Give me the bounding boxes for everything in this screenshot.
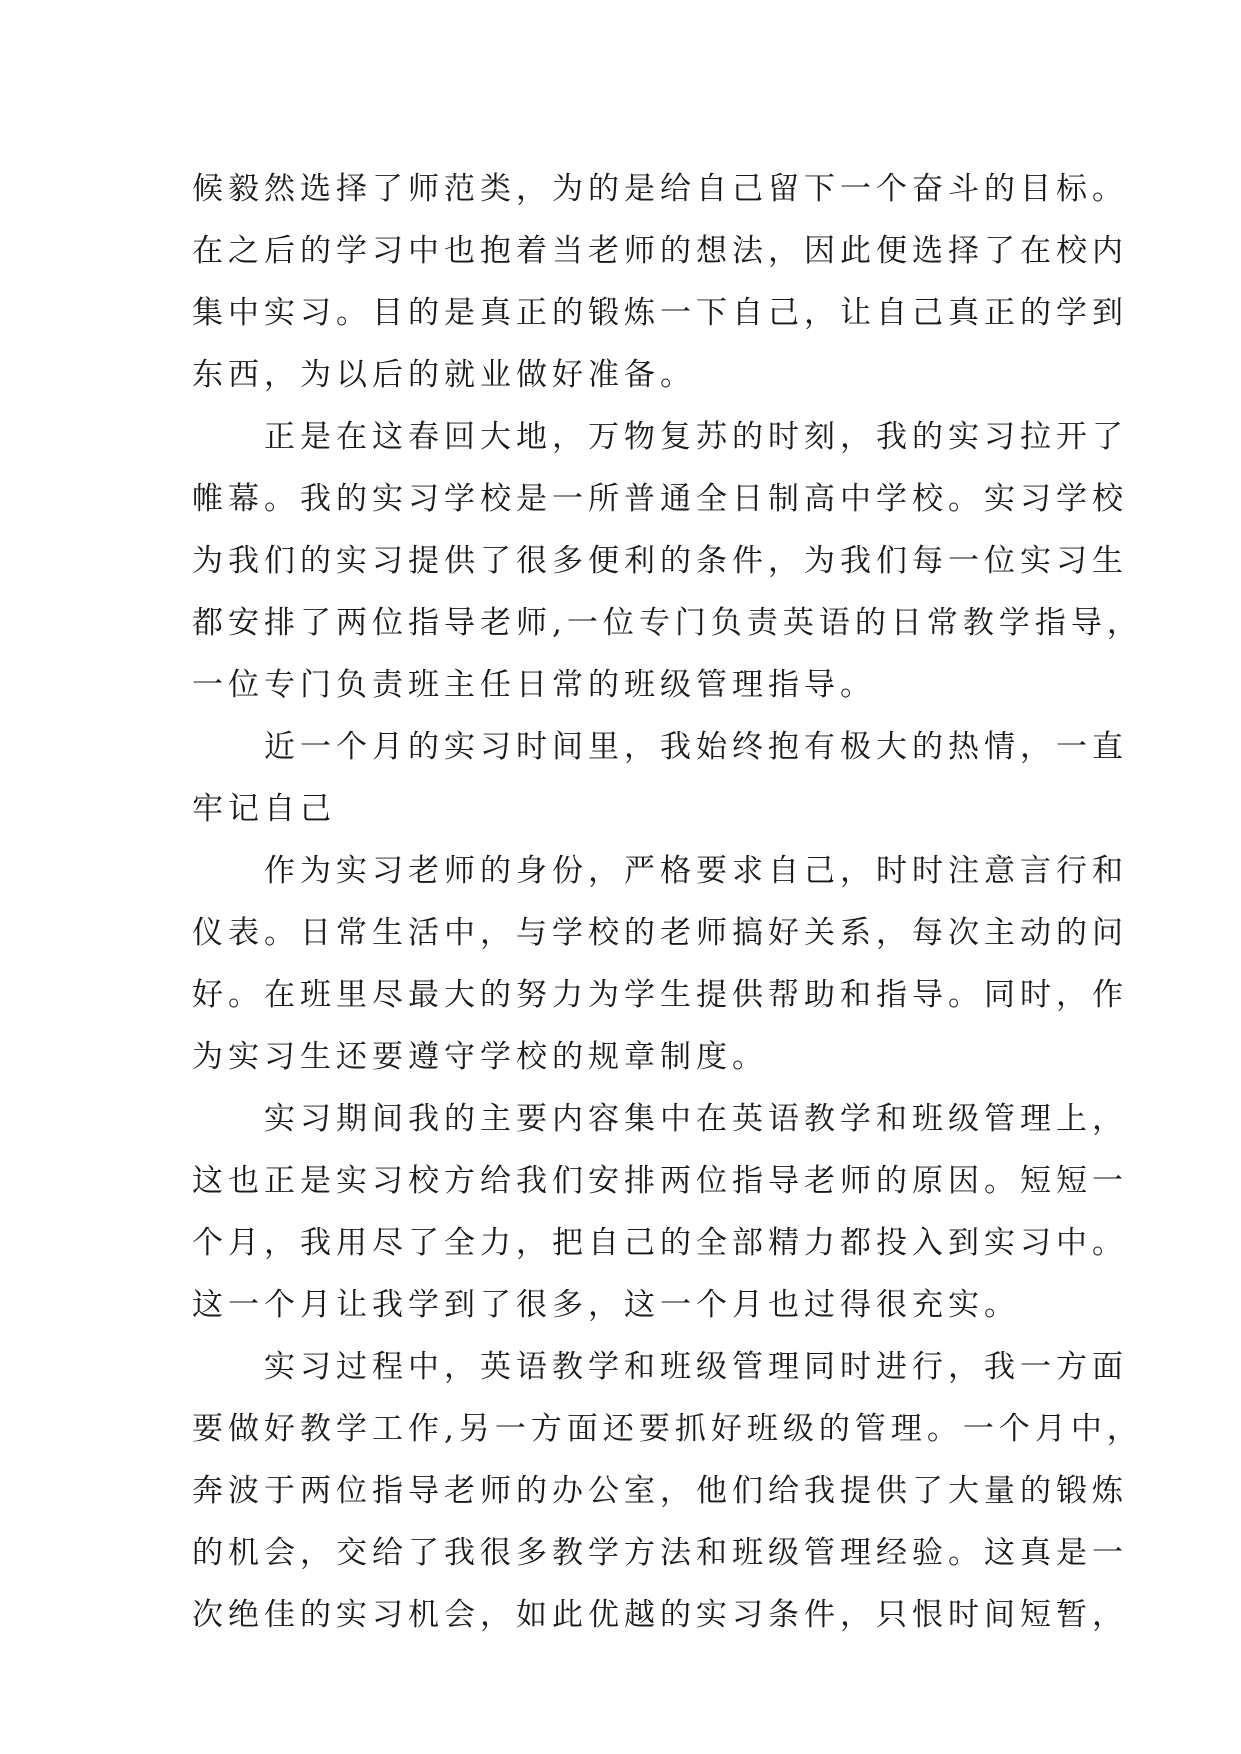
text-line: 这一个月让我学到了很多，这一个月也过得很充实。 bbox=[192, 1287, 1020, 1323]
text-line: 近一个月的实习时间里，我始终抱有极大的热情，一直 bbox=[192, 729, 1128, 765]
text-line: 帷幕。我的实习学校是一所普通全日制高中学校。实习学校 bbox=[192, 481, 1128, 517]
text-line: 好。在班里尽最大的努力为学生提供帮助和指导。同时，作 bbox=[192, 977, 1128, 1013]
text-line: 牢记自己 bbox=[192, 791, 336, 827]
text-line: 东西，为以后的就业做好准备。 bbox=[192, 357, 696, 393]
document-body bbox=[192, 158, 1143, 1646]
text-line: 的机会，交给了我很多教学方法和班级管理经验。这真是一 bbox=[192, 1535, 1128, 1571]
text-line: 为我们的实习提供了很多便利的条件，为我们每一位实习生 bbox=[192, 543, 1128, 579]
text-line: 都安排了两位指导老师,一位专门负责英语的日常教学指导， bbox=[192, 605, 1143, 641]
text-line: 实习期间我的主要内容集中在英语教学和班级管理上， bbox=[192, 1101, 1128, 1137]
text-line: 实习过程中，英语教学和班级管理同时进行，我一方面 bbox=[192, 1349, 1128, 1385]
text-line: 候毅然选择了师范类，为的是给自己留下一个奋斗的目标。 bbox=[192, 171, 1128, 207]
text-line: 一位专门负责班主任日常的班级管理指导。 bbox=[192, 667, 876, 703]
text-line: 作为实习老师的身份，严格要求自己，时时注意言行和 bbox=[192, 853, 1128, 889]
text-line: 为实习生还要遵守学校的规章制度。 bbox=[192, 1039, 768, 1075]
text-line: 次绝佳的实习机会，如此优越的实习条件，只恨时间短暂， bbox=[192, 1597, 1128, 1633]
text-line: 要做好教学工作,另一方面还要抓好班级的管理。一个月中， bbox=[192, 1411, 1143, 1447]
text-line: 这也正是实习校方给我们安排两位指导老师的原因。短短一 bbox=[192, 1163, 1128, 1199]
text-line: 奔波于两位指导老师的办公室，他们给我提供了大量的锻炼 bbox=[192, 1473, 1128, 1509]
text-line: 仪表。日常生活中，与学校的老师搞好关系，每次主动的问 bbox=[192, 915, 1128, 951]
text-line: 个月，我用尽了全力，把自己的全部精力都投入到实习中。 bbox=[192, 1225, 1128, 1261]
text-line: 集中实习。目的是真正的锻炼一下自己，让自己真正的学到 bbox=[192, 295, 1128, 331]
text-line: 正是在这春回大地，万物复苏的时刻，我的实习拉开了 bbox=[192, 419, 1128, 455]
text-line: 在之后的学习中也抱着当老师的想法，因此便选择了在校内 bbox=[192, 233, 1128, 269]
